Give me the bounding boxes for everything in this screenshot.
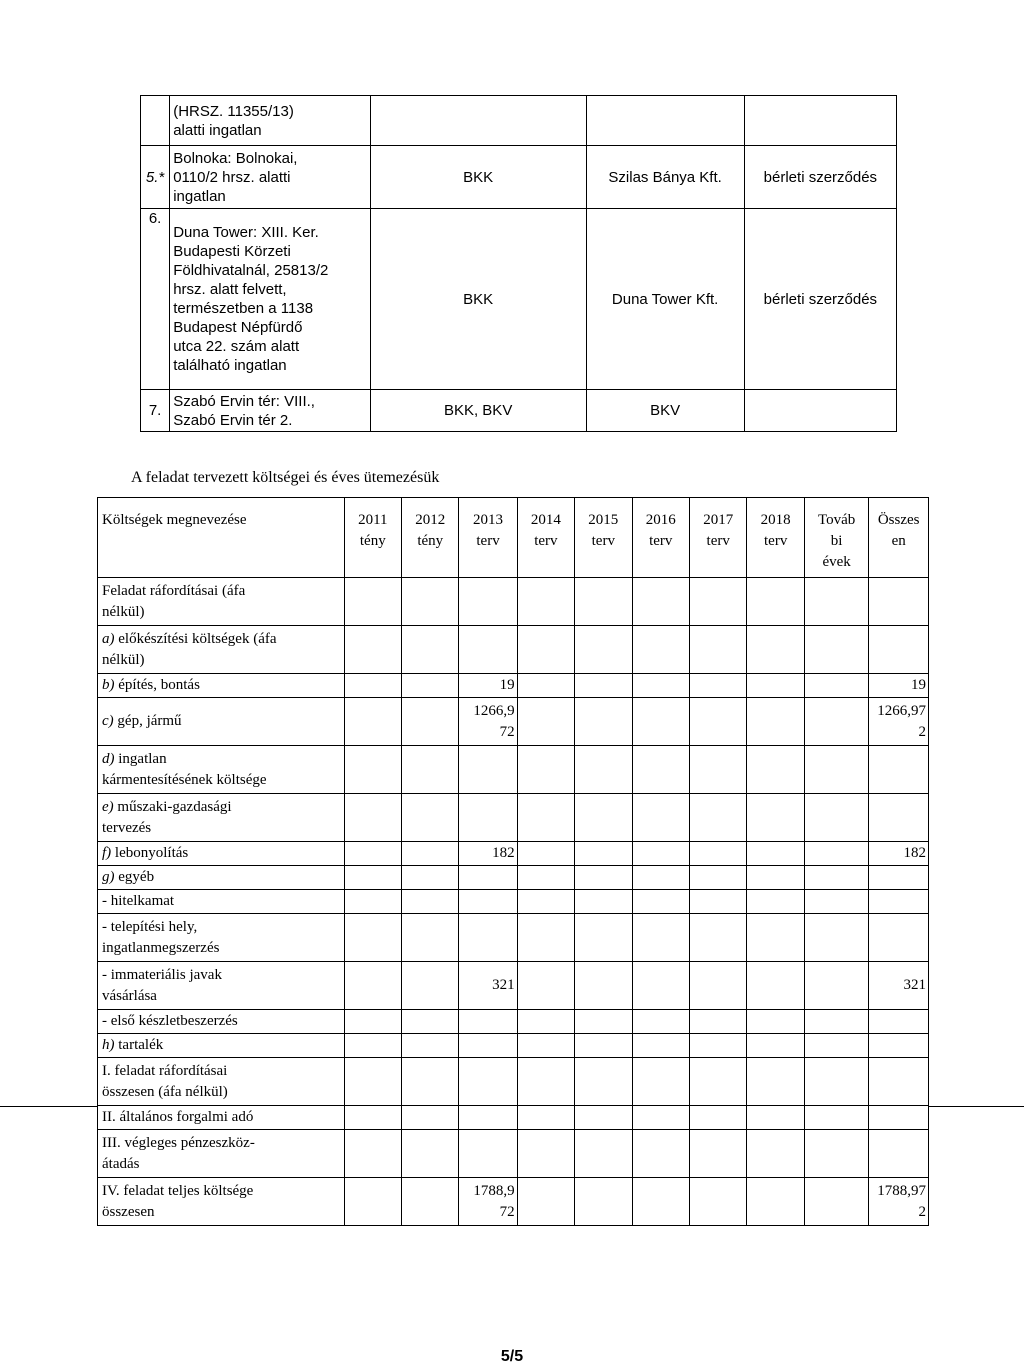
header-2018: 2018 terv: [747, 498, 804, 578]
value-total: [869, 1130, 929, 1178]
value-cell: [575, 1058, 632, 1106]
value-cell: [689, 746, 746, 794]
table-row: [141, 390, 897, 432]
item-letter: b): [102, 677, 115, 693]
value-cell: [575, 674, 632, 698]
header-2011: 2011 tény: [344, 498, 401, 578]
item-letter: e): [102, 798, 114, 815]
value-total: [869, 914, 929, 962]
value-cell: [689, 914, 746, 962]
value-cell: [402, 698, 459, 746]
value-cell: [804, 1034, 868, 1058]
value-cell: [632, 890, 689, 914]
header-cost-name: Költségek megnevezése: [98, 498, 345, 578]
table-row: [98, 1130, 929, 1178]
value-cell: [517, 698, 574, 746]
value-cell: [632, 1106, 689, 1130]
value-cell: [632, 1034, 689, 1058]
legal-title-cell: bérleti szerződés: [744, 209, 896, 390]
value-cell: [517, 1010, 574, 1034]
table-row: [98, 1034, 929, 1058]
row-number: [141, 96, 170, 146]
header-2016: 2016 terv: [632, 498, 689, 578]
value-cell: [402, 674, 459, 698]
table-row: [98, 1178, 929, 1226]
margin-line: [929, 1106, 1024, 1107]
item-label: I. feladat ráfordításai összesen (áfa nélkül): [102, 1062, 228, 1100]
value-cell: [344, 1178, 401, 1226]
value-cell: [747, 674, 804, 698]
value-cell: [402, 1130, 459, 1178]
value-cell: [747, 890, 804, 914]
item-label: építés, bontás: [114, 677, 200, 693]
value-2013: 1266,9 72: [459, 698, 517, 746]
item-label: gép, jármű: [113, 713, 182, 729]
table-row: [141, 146, 897, 209]
value-cell: [575, 626, 632, 674]
value-cell: [804, 890, 868, 914]
value-cell: [747, 1178, 804, 1226]
value-cell: [689, 1178, 746, 1226]
value-cell: [402, 1010, 459, 1034]
value-cell: [689, 842, 746, 866]
value-total: 1266,97 2: [869, 698, 929, 746]
value-cell: [517, 914, 574, 962]
value-2013: [459, 1106, 517, 1130]
cost-name: [98, 746, 345, 794]
header-total: Összes en: [869, 498, 929, 578]
value-cell: [402, 578, 459, 626]
cost-name: [98, 674, 345, 698]
value-total: [869, 746, 929, 794]
legal-title-cell: [744, 96, 896, 146]
table-row: [98, 914, 929, 962]
value-2013: [459, 794, 517, 842]
section-heading: A feladat tervezett költségei és éves ütemezésük: [131, 469, 440, 486]
value-cell: [575, 842, 632, 866]
value-cell: [402, 1034, 459, 1058]
value-total: [869, 1058, 929, 1106]
user-cell: Duna Tower Kft.: [586, 209, 744, 390]
value-2013: [459, 1010, 517, 1034]
value-cell: [344, 914, 401, 962]
cost-name: [98, 866, 345, 890]
value-cell: [632, 578, 689, 626]
item-letter: f): [102, 845, 112, 861]
value-cell: [632, 1130, 689, 1178]
value-total: [869, 866, 929, 890]
value-2013: [459, 1034, 517, 1058]
value-cell: [747, 746, 804, 794]
value-cell: [402, 1178, 459, 1226]
item-label: előkészítési költségek (áfa nélkül): [102, 630, 277, 668]
value-total: [869, 794, 929, 842]
legal-title-cell: [744, 390, 896, 432]
value-cell: [689, 1058, 746, 1106]
value-cell: [402, 962, 459, 1010]
value-cell: [517, 842, 574, 866]
item-label: - első készletbeszerzés: [102, 1013, 238, 1029]
table-row: [98, 1058, 929, 1106]
value-total: 321: [869, 962, 929, 1010]
owner-cell: BKK: [370, 209, 586, 390]
value-cell: [344, 626, 401, 674]
table-row: [141, 209, 897, 390]
value-cell: [632, 1010, 689, 1034]
value-cell: [747, 842, 804, 866]
value-total: 1788,97 2: [869, 1178, 929, 1226]
value-cell: [689, 578, 746, 626]
value-2013: [459, 578, 517, 626]
value-cell: [747, 914, 804, 962]
property-description: (HRSZ. 11355/13) alatti ingatlan: [170, 96, 371, 146]
cost-name: [98, 698, 345, 746]
value-cell: [517, 794, 574, 842]
property-description: Szabó Ervin tér: VIII., Szabó Ervin tér 2.: [170, 390, 371, 432]
value-cell: [517, 1106, 574, 1130]
value-cell: [804, 1130, 868, 1178]
value-cell: [517, 626, 574, 674]
row-number: 6.: [141, 209, 170, 390]
value-2013: 182: [459, 842, 517, 866]
item-label: II. általános forgalmi adó: [102, 1109, 254, 1125]
value-cell: [632, 626, 689, 674]
value-cell: [344, 890, 401, 914]
value-cell: [632, 794, 689, 842]
value-cell: [689, 1106, 746, 1130]
header-2017: 2017 terv: [689, 498, 746, 578]
value-cell: [575, 1178, 632, 1226]
cost-table: [97, 497, 929, 1226]
cost-name: [98, 914, 345, 962]
value-cell: [632, 674, 689, 698]
value-total: [869, 1034, 929, 1058]
value-2013: [459, 1130, 517, 1178]
value-cell: [575, 1034, 632, 1058]
value-cell: [689, 890, 746, 914]
item-label: - telepítési hely, ingatlanmegszerzés: [102, 918, 220, 956]
value-2013: 19: [459, 674, 517, 698]
value-cell: [575, 962, 632, 1010]
value-cell: [632, 962, 689, 1010]
value-cell: [575, 1106, 632, 1130]
value-cell: [402, 794, 459, 842]
value-cell: [632, 914, 689, 962]
owner-cell: BKK, BKV: [370, 390, 586, 432]
table-row: [98, 698, 929, 746]
item-label: ingatlan kármentesítésének költsége: [102, 750, 267, 788]
value-cell: [517, 1034, 574, 1058]
value-total: 19: [869, 674, 929, 698]
value-cell: [804, 1106, 868, 1130]
value-2013: [459, 914, 517, 962]
value-cell: [575, 1010, 632, 1034]
value-cell: [747, 1010, 804, 1034]
value-2013: [459, 746, 517, 794]
table-row: [98, 626, 929, 674]
value-cell: [689, 1130, 746, 1178]
header-2015: 2015 terv: [575, 498, 632, 578]
value-cell: [632, 746, 689, 794]
value-cell: [402, 746, 459, 794]
header-2014: 2014 terv: [517, 498, 574, 578]
owner-cell: [370, 96, 586, 146]
value-cell: [344, 794, 401, 842]
owner-cell: BKK: [370, 146, 586, 209]
property-description: Bolnoka: Bolnokai, 0110/2 hrsz. alatti ingatlan: [170, 146, 371, 209]
value-cell: [402, 1106, 459, 1130]
ownership-table: [140, 95, 897, 432]
value-total: [869, 1106, 929, 1130]
value-cell: [575, 746, 632, 794]
item-label: műszaki-gazdasági tervezés: [102, 798, 232, 836]
value-cell: [804, 1178, 868, 1226]
value-2013: 1788,9 72: [459, 1178, 517, 1226]
table-row: [141, 96, 897, 146]
item-label: lebonyolítás: [111, 845, 189, 861]
item-letter: a): [102, 630, 115, 647]
value-cell: [747, 698, 804, 746]
value-cell: [517, 674, 574, 698]
value-cell: [344, 842, 401, 866]
value-cell: [804, 578, 868, 626]
value-total: [869, 1010, 929, 1034]
value-cell: [344, 674, 401, 698]
value-cell: [344, 1106, 401, 1130]
value-cell: [689, 626, 746, 674]
value-cell: [344, 1010, 401, 1034]
item-letter: c): [102, 713, 114, 729]
table-row: [98, 578, 929, 626]
cost-name: [98, 890, 345, 914]
value-2013: [459, 866, 517, 890]
value-cell: [804, 962, 868, 1010]
value-cell: [402, 914, 459, 962]
value-cell: [804, 794, 868, 842]
cost-name: [98, 626, 345, 674]
cost-name: [98, 1058, 345, 1106]
cost-name: [98, 1130, 345, 1178]
header-2013: 2013 terv: [459, 498, 517, 578]
value-cell: [517, 1178, 574, 1226]
value-cell: [344, 1034, 401, 1058]
value-cell: [402, 842, 459, 866]
item-label: egyéb: [114, 869, 155, 885]
value-cell: [402, 1058, 459, 1106]
value-cell: [689, 962, 746, 1010]
item-letter: h): [102, 1037, 115, 1053]
value-cell: [575, 794, 632, 842]
value-cell: [689, 674, 746, 698]
value-cell: [747, 1058, 804, 1106]
header-2012: 2012 tény: [402, 498, 459, 578]
margin-line: [0, 1106, 97, 1107]
value-cell: [804, 914, 868, 962]
value-cell: [575, 890, 632, 914]
value-cell: [517, 866, 574, 890]
value-cell: [747, 866, 804, 890]
cost-name: [98, 1034, 345, 1058]
item-label: III. végleges pénzeszköz- átadás: [102, 1134, 255, 1172]
value-cell: [344, 698, 401, 746]
header-further-years: Továb bi évek: [804, 498, 868, 578]
value-cell: [575, 698, 632, 746]
item-label: tartalék: [114, 1037, 164, 1053]
value-cell: [632, 1058, 689, 1106]
table-row: [98, 890, 929, 914]
value-cell: [747, 1034, 804, 1058]
value-cell: [575, 1130, 632, 1178]
item-letter: g): [102, 869, 115, 885]
item-letter: d): [102, 750, 115, 767]
user-cell: Szilas Bánya Kft.: [586, 146, 744, 209]
value-cell: [344, 1130, 401, 1178]
user-cell: BKV: [586, 390, 744, 432]
value-cell: [804, 1010, 868, 1034]
table-row: [98, 746, 929, 794]
value-cell: [575, 578, 632, 626]
value-cell: [689, 1034, 746, 1058]
value-2013: [459, 626, 517, 674]
value-total: 182: [869, 842, 929, 866]
header-row: [98, 498, 929, 578]
value-cell: [804, 1058, 868, 1106]
user-cell: [586, 96, 744, 146]
property-description: Duna Tower: XIII. Ker. Budapesti Körzeti Földhivatalnál, 25813/2 hrsz. alatt felvett, természetben a 1138 Budapest Népfürdő utca 22. szám alatt található ingatlan: [170, 209, 371, 390]
value-2013: [459, 1058, 517, 1106]
value-cell: [344, 746, 401, 794]
value-cell: [804, 674, 868, 698]
value-cell: [747, 578, 804, 626]
value-cell: [632, 698, 689, 746]
value-cell: [575, 866, 632, 890]
item-label: - immateriális javak vásárlása: [102, 966, 222, 1004]
table-row: [98, 842, 929, 866]
cost-name: [98, 578, 345, 626]
table-row: [98, 1106, 929, 1130]
table-row: [98, 674, 929, 698]
legal-title-cell: bérleti szerződés: [744, 146, 896, 209]
value-cell: [689, 794, 746, 842]
row-number: 5.*: [141, 146, 170, 209]
cost-name: [98, 962, 345, 1010]
cost-name: [98, 1178, 345, 1226]
row-number: 7.: [141, 390, 170, 432]
value-cell: [804, 842, 868, 866]
value-cell: [747, 626, 804, 674]
value-cell: [804, 746, 868, 794]
value-cell: [517, 962, 574, 1010]
cost-name: [98, 1106, 345, 1130]
cost-name: [98, 794, 345, 842]
value-cell: [517, 578, 574, 626]
value-cell: [344, 962, 401, 1010]
value-cell: [747, 794, 804, 842]
value-cell: [804, 626, 868, 674]
table-row: [98, 794, 929, 842]
value-cell: [689, 698, 746, 746]
value-cell: [632, 842, 689, 866]
value-cell: [517, 890, 574, 914]
value-cell: [689, 866, 746, 890]
value-cell: [344, 866, 401, 890]
value-cell: [632, 1178, 689, 1226]
item-label: Feladat ráfordításai (áfa nélkül): [102, 582, 246, 620]
cost-name: [98, 842, 345, 866]
value-total: [869, 890, 929, 914]
value-2013: [459, 890, 517, 914]
value-cell: [402, 626, 459, 674]
value-cell: [747, 962, 804, 1010]
value-total: [869, 626, 929, 674]
value-cell: [517, 746, 574, 794]
value-cell: [402, 890, 459, 914]
value-2013: 321: [459, 962, 517, 1010]
value-cell: [344, 578, 401, 626]
table-row: [98, 962, 929, 1010]
value-cell: [632, 866, 689, 890]
value-cell: [575, 914, 632, 962]
value-cell: [517, 1130, 574, 1178]
table-row: [98, 1010, 929, 1034]
value-cell: [747, 1130, 804, 1178]
page-number: 5/5: [500, 1348, 524, 1365]
item-label: IV. feladat teljes költsége összesen: [102, 1182, 254, 1220]
item-label: - hitelkamat: [102, 893, 175, 909]
table-row: [98, 866, 929, 890]
value-cell: [402, 866, 459, 890]
cost-name: [98, 1010, 345, 1034]
value-cell: [804, 698, 868, 746]
value-cell: [689, 1010, 746, 1034]
value-cell: [517, 1058, 574, 1106]
value-total: [869, 578, 929, 626]
value-cell: [804, 866, 868, 890]
value-cell: [344, 1058, 401, 1106]
value-cell: [747, 1106, 804, 1130]
